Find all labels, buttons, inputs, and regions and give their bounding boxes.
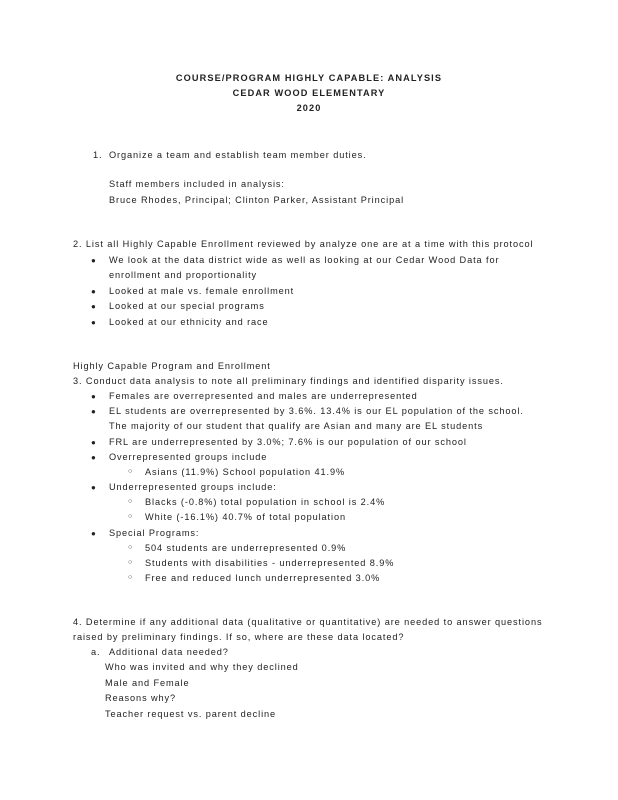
- section2-bullet: We look at the data district wide as well as looking at our Cedar Wood Data for: [109, 255, 500, 265]
- additional-data-item: Teacher request vs. parent decline: [105, 709, 277, 719]
- finding-item: Special Programs:: [109, 528, 200, 538]
- finding-item: FRL are underrepresented by 3.0%; 7.6% is our population of our school: [109, 437, 467, 447]
- finding-subitem: Blacks (-0.8%) total population in school is 2.4%: [145, 497, 386, 507]
- finding-item-continued: The majority of our student that qualify are Asian and many are EL students: [109, 421, 484, 431]
- document-title: COURSE/PROGRAM HIGHLY CAPABLE: ANALYSIS: [175, 73, 443, 83]
- section2-heading: 2. List all Highly Capable Enrollment reviewed by analyze one are at a time with this protocol: [73, 239, 534, 249]
- circle-bullet-icon: ○: [128, 544, 134, 551]
- section2-bullet-continued: enrollment and proportionality: [109, 270, 258, 280]
- bullet-icon: ●: [91, 256, 97, 265]
- bullet-icon: ●: [91, 529, 97, 538]
- section4-sub-text: Additional data needed?: [109, 647, 229, 657]
- section4-heading-continued: raised by preliminary findings. If so, where are these data located?: [73, 632, 405, 642]
- section2-bullet: Looked at our special programs: [109, 301, 265, 311]
- staff-names: Bruce Rhodes, Principal; Clinton Parker, Assistant Principal: [109, 195, 405, 205]
- finding-item: EL students are overrepresented by 3.6%. 13.4% is our EL population of the school.: [109, 406, 524, 416]
- circle-bullet-icon: ○: [128, 559, 134, 566]
- finding-item: Females are overrepresented and males are underrepresented: [109, 391, 418, 401]
- bullet-icon: ●: [91, 438, 97, 447]
- finding-subitem: Free and reduced lunch underrepresented 3.0%: [145, 573, 381, 583]
- circle-bullet-icon: ○: [128, 574, 134, 581]
- section2-bullet: Looked at our ethnicity and race: [109, 317, 269, 327]
- bullet-icon: ●: [91, 483, 97, 492]
- circle-bullet-icon: ○: [128, 498, 134, 505]
- finding-item: Overrepresented groups include: [109, 452, 268, 462]
- circle-bullet-icon: ○: [128, 513, 134, 520]
- document-year: 2020: [296, 103, 322, 113]
- finding-subitem: White (-16.1%) 40.7% of total population: [145, 512, 346, 522]
- additional-data-item: Who was invited and why they declined: [105, 662, 299, 672]
- finding-subitem: 504 students are underrepresented 0.9%: [145, 543, 347, 553]
- bullet-icon: ●: [91, 302, 97, 311]
- additional-data-item: Reasons why?: [105, 693, 177, 703]
- school-name: CEDAR WOOD ELEMENTARY: [232, 88, 386, 98]
- additional-data-item: Male and Female: [105, 678, 190, 688]
- finding-subitem: Students with disabilities - underrepresented 8.9%: [145, 558, 395, 568]
- staff-label: Staff members included in analysis:: [109, 179, 285, 189]
- circle-bullet-icon: ○: [128, 468, 134, 475]
- bullet-icon: ●: [91, 318, 97, 327]
- section4-sub-label: a.: [91, 647, 101, 657]
- section2-bullet: Looked at male vs. female enrollment: [109, 286, 295, 296]
- bullet-icon: ●: [91, 392, 97, 401]
- section1-number: 1.: [93, 150, 103, 160]
- finding-subitem: Asians (11.9%) School population 41.9%: [145, 467, 346, 477]
- program-title: Highly Capable Program and Enrollment: [73, 361, 271, 371]
- bullet-icon: ●: [91, 407, 97, 416]
- bullet-icon: ●: [91, 453, 97, 462]
- section3-heading: 3. Conduct data analysis to note all preliminary findings and identified disparity issues.: [73, 376, 504, 386]
- bullet-icon: ●: [91, 287, 97, 296]
- section1-text: Organize a team and establish team member duties.: [109, 150, 367, 160]
- finding-item: Underrepresented groups include:: [109, 482, 277, 492]
- section4-heading: 4. Determine if any additional data (qualitative or quantitative) are needed to answer questions: [73, 617, 543, 627]
